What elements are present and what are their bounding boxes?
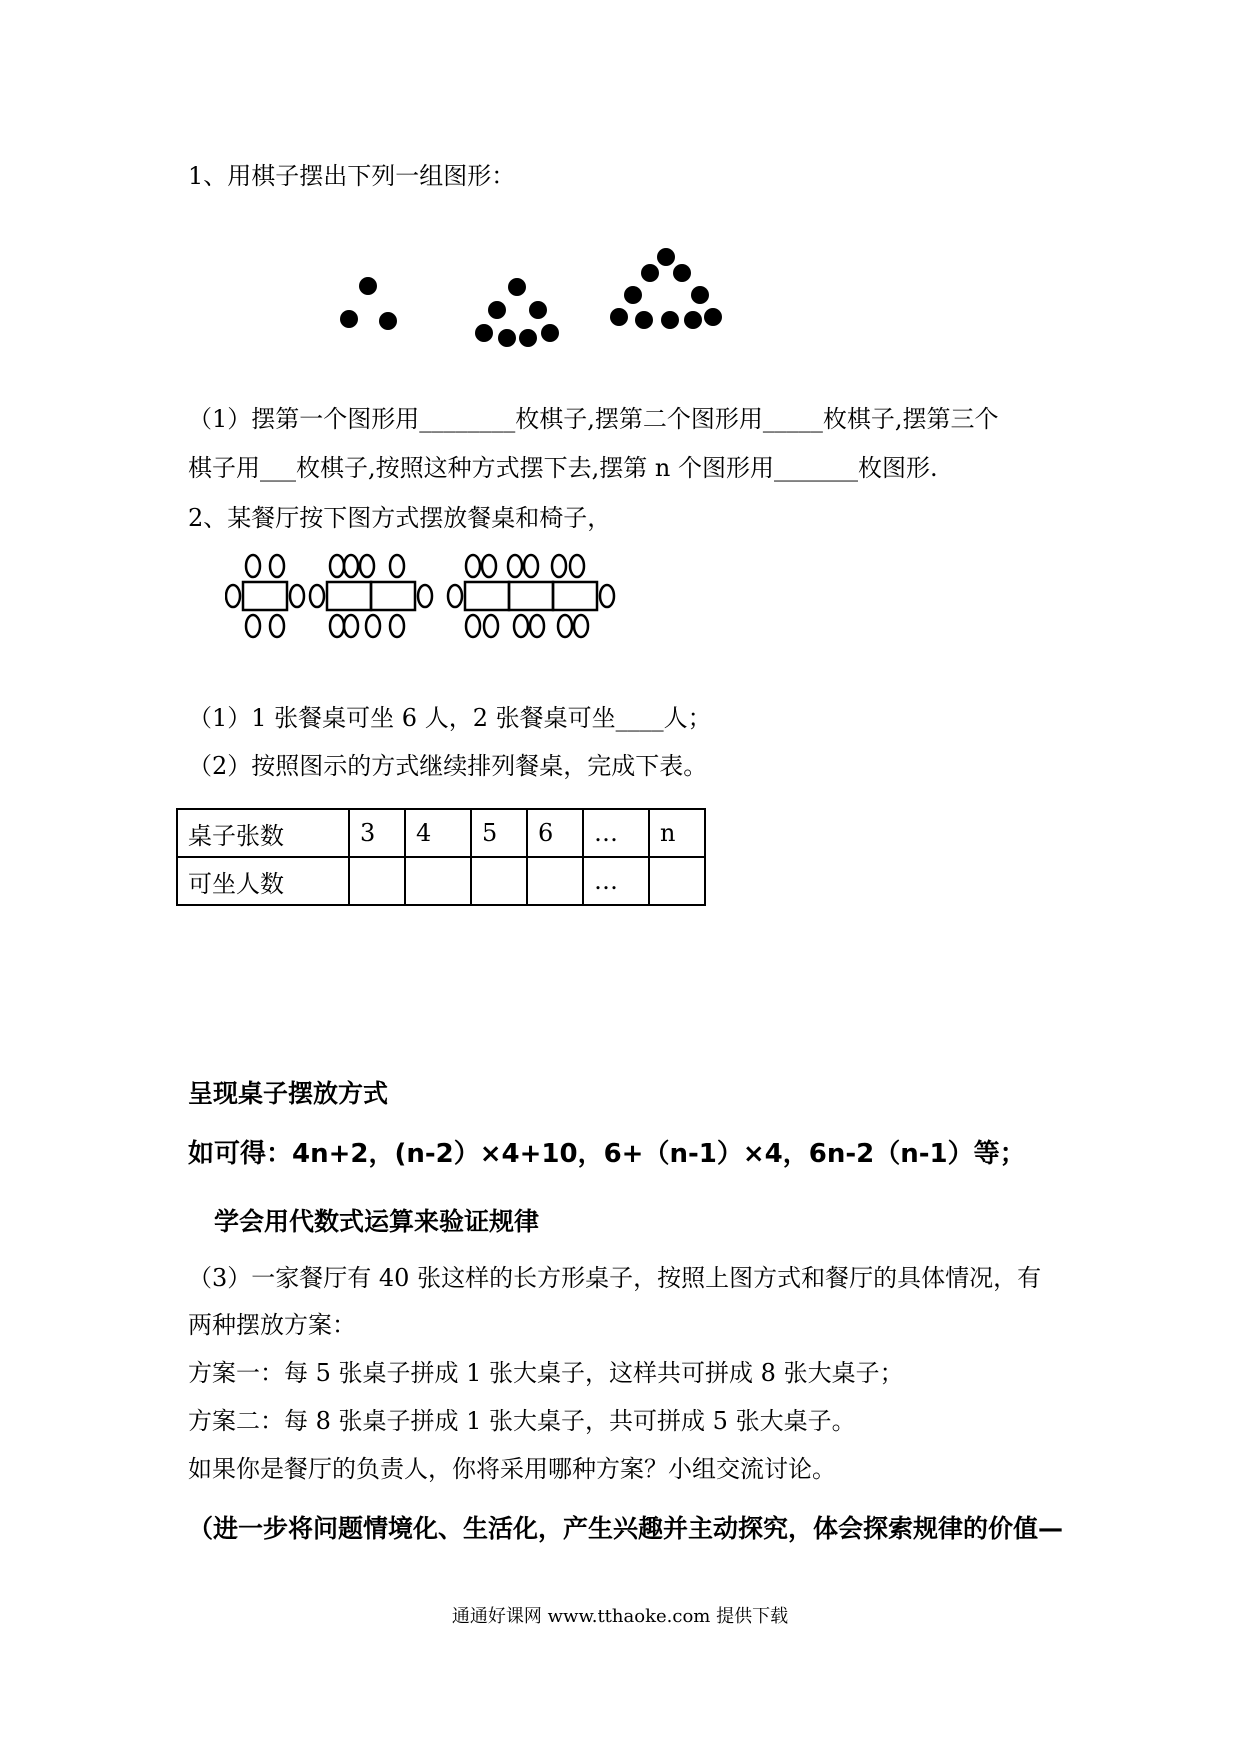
table-cell[interactable] <box>649 857 705 905</box>
footer: 通通好课网 www.tthaoke.com 提供下载 <box>451 1606 789 1627</box>
q3-line1: （3）一家餐厅有 40 张这样的长方形桌子，按照上图方式和餐厅的具体情况，有 <box>188 1264 1042 1292</box>
chair <box>360 555 374 577</box>
chess-pattern-figure <box>330 235 750 375</box>
table-cell[interactable] <box>405 857 471 905</box>
chair <box>508 555 522 577</box>
q2-sub1: （1）1 张餐桌可坐 6 人，2 张餐桌可坐____人； <box>188 704 712 732</box>
table-cell: … <box>583 857 649 905</box>
chair <box>552 555 566 577</box>
chair <box>418 585 432 607</box>
table-cell: 4 <box>405 809 471 857</box>
chair <box>290 585 304 607</box>
chair <box>330 555 344 577</box>
table-cell[interactable] <box>471 857 527 905</box>
chess-piece <box>641 264 659 282</box>
chair <box>466 555 480 577</box>
table-cell: … <box>583 809 649 857</box>
chair <box>246 555 260 577</box>
chess-piece <box>635 311 653 329</box>
table <box>465 582 509 610</box>
table-header-cell: 桌子张数 <box>177 809 349 857</box>
table-cell[interactable] <box>349 857 405 905</box>
chair <box>390 555 404 577</box>
chess-piece <box>519 329 537 347</box>
chair <box>466 615 480 637</box>
table <box>243 582 287 610</box>
chair <box>246 615 260 637</box>
pattern-3 <box>610 248 722 329</box>
chess-piece <box>498 329 516 347</box>
chess-piece <box>684 311 702 329</box>
table <box>509 582 553 610</box>
pattern-1 <box>340 277 397 330</box>
arrangement-1-table <box>226 555 304 637</box>
table-cell: 3 <box>349 809 405 857</box>
table <box>327 582 371 610</box>
chair <box>390 615 404 637</box>
chess-piece <box>379 312 397 330</box>
closing-note: （进一步将问题情境化、生活化，产生兴趣并主动探究，体会探索规律的价值— <box>188 1514 1064 1543</box>
chair <box>524 555 538 577</box>
chair <box>270 555 284 577</box>
chess-piece <box>529 301 547 319</box>
q3-question: 如果你是餐厅的负责人，你将采用哪种方案？小组交流讨论。 <box>188 1455 836 1483</box>
chess-piece <box>488 301 506 319</box>
chair <box>344 615 358 637</box>
q1-sub1-line2: 棋子用___枚棋子,按照这种方式摆下去,摆第 n 个图形用_______枚图形. <box>188 454 938 482</box>
chess-piece <box>475 324 493 342</box>
table-row <box>177 809 705 857</box>
chair <box>530 615 544 637</box>
q1-title: 1、用棋子摆出下列一组图形： <box>188 162 516 190</box>
chess-piece <box>359 277 377 295</box>
table-cell: n <box>649 809 705 857</box>
chair <box>448 585 462 607</box>
q3-plan2: 方案二：每 8 张桌子拼成 1 张大桌子，共可拼成 5 张大桌子。 <box>188 1407 856 1435</box>
chess-piece <box>661 311 679 329</box>
chair <box>484 615 498 637</box>
notes-formulas: 如可得：4n+2，(n-2）×4+10，6+（n-1）×4，6n-2（n-1）等； <box>188 1139 1026 1169</box>
table-cell: 5 <box>471 809 527 857</box>
arrangement-3-tables <box>448 555 614 637</box>
table-cell[interactable] <box>527 857 583 905</box>
answer-table <box>176 808 706 906</box>
q2-title: 2、某餐厅按下图方式摆放餐桌和椅子， <box>188 504 612 532</box>
chair <box>366 615 380 637</box>
q3-line2: 两种摆放方案： <box>188 1311 356 1339</box>
chair <box>344 555 358 577</box>
table-cell: 6 <box>527 809 583 857</box>
dining-table-figure <box>225 548 625 658</box>
chair <box>482 555 496 577</box>
pattern-2 <box>475 278 559 347</box>
table-header-cell: 可坐人数 <box>177 857 349 905</box>
arrangement-2-tables <box>310 555 432 637</box>
notes-heading: 呈现桌子摆放方式 <box>188 1079 389 1108</box>
table-row <box>177 857 705 905</box>
chess-piece <box>673 264 691 282</box>
chess-piece <box>610 308 628 326</box>
q2-sub2: （2）按照图示的方式继续排列餐桌，完成下表。 <box>188 752 708 780</box>
chair <box>270 615 284 637</box>
chess-piece <box>624 286 642 304</box>
chair <box>574 615 588 637</box>
q1-sub1-line1: （1）摆第一个图形用________枚棋子,摆第二个图形用_____枚棋子,摆第三个 <box>188 405 999 433</box>
chair <box>600 585 614 607</box>
table <box>371 582 415 610</box>
chess-piece <box>704 308 722 326</box>
chair <box>570 555 584 577</box>
chair <box>310 585 324 607</box>
chess-piece <box>508 278 526 296</box>
chair <box>226 585 240 607</box>
chess-piece <box>657 248 675 266</box>
table <box>553 582 597 610</box>
chair <box>558 615 572 637</box>
chair <box>330 615 344 637</box>
chess-piece <box>340 310 358 328</box>
chess-piece <box>541 324 559 342</box>
chess-piece <box>691 286 709 304</box>
notes-verify: 学会用代数式运算来验证规律 <box>214 1207 540 1236</box>
q3-plan1: 方案一：每 5 张桌子拼成 1 张大桌子，这样共可拼成 8 张大桌子； <box>188 1359 904 1387</box>
chair <box>514 615 528 637</box>
